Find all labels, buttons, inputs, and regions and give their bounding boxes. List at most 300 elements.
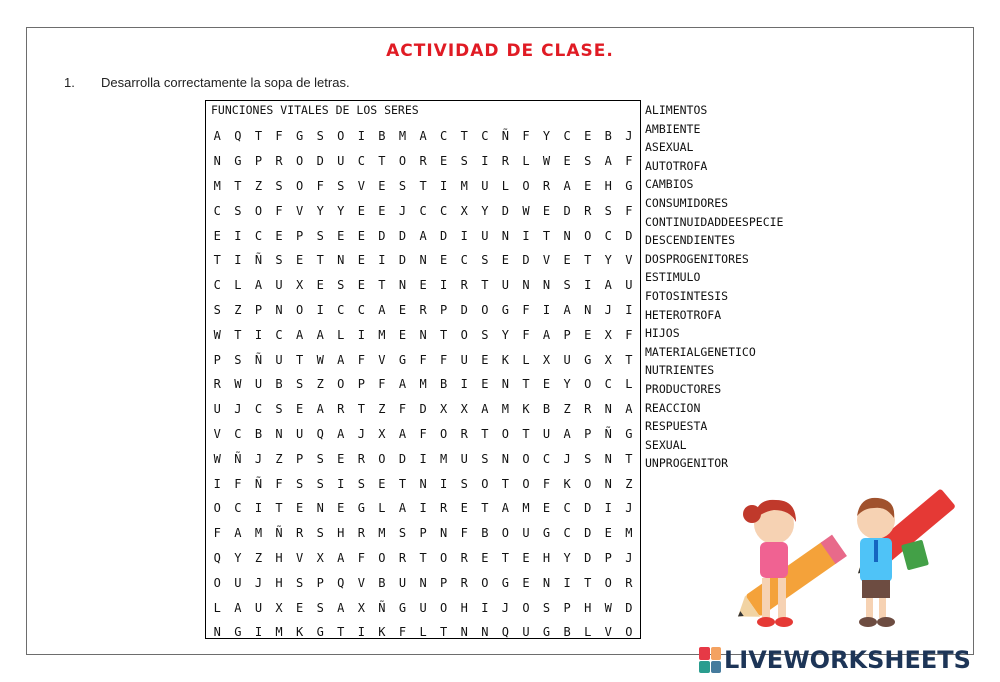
grid-cell[interactable]: P <box>295 228 304 243</box>
grid-cell[interactable]: X <box>460 203 468 218</box>
grid-cell[interactable]: Q <box>316 426 324 441</box>
grid-cell[interactable]: Z <box>254 178 263 193</box>
grid-cell[interactable]: C <box>604 377 612 392</box>
grid-cell[interactable]: Y <box>234 550 242 565</box>
grid-cell[interactable]: N <box>275 426 283 441</box>
grid-cell[interactable]: U <box>213 402 221 417</box>
grid-cell[interactable]: I <box>481 154 489 169</box>
grid-cell[interactable]: M <box>419 377 427 392</box>
grid-cell[interactable]: U <box>254 600 263 615</box>
grid-cell[interactable]: E <box>440 253 448 268</box>
grid-cell[interactable]: C <box>234 501 242 516</box>
grid-cell[interactable]: E <box>542 377 551 392</box>
grid-cell[interactable]: X <box>440 402 448 417</box>
grid-cell[interactable]: C <box>213 203 221 218</box>
grid-cell[interactable]: G <box>398 352 407 367</box>
grid-cell[interactable]: E <box>481 352 489 367</box>
grid-cell[interactable]: A <box>563 426 571 441</box>
grid-cell[interactable]: N <box>501 451 509 466</box>
grid-cell[interactable]: S <box>460 154 468 169</box>
grid-cell[interactable]: C <box>337 302 345 317</box>
grid-cell[interactable]: F <box>419 426 427 441</box>
grid-cell[interactable]: S <box>398 526 407 541</box>
grid-cell[interactable]: X <box>357 600 365 615</box>
grid-cell[interactable]: G <box>501 302 509 317</box>
grid-cell[interactable]: S <box>316 526 324 541</box>
grid-cell[interactable]: W <box>316 352 324 367</box>
grid-cell[interactable]: R <box>275 154 283 169</box>
grid-cell[interactable]: I <box>522 228 530 243</box>
grid-cell[interactable]: I <box>460 228 468 243</box>
grid-cell[interactable]: W <box>213 451 221 466</box>
grid-cell[interactable]: U <box>522 625 530 640</box>
grid-cell[interactable]: F <box>419 352 427 367</box>
grid-cell[interactable]: Ñ <box>604 426 612 441</box>
grid-cell[interactable]: O <box>501 426 509 441</box>
grid-cell[interactable]: A <box>563 178 571 193</box>
grid-cell[interactable]: N <box>419 476 427 491</box>
grid-cell[interactable]: R <box>337 402 345 417</box>
grid-cell[interactable]: X <box>275 600 283 615</box>
grid-cell[interactable]: F <box>398 625 407 640</box>
word-search-grid[interactable] <box>207 124 639 645</box>
grid-cell[interactable]: R <box>460 278 468 293</box>
grid-cell[interactable]: C <box>213 278 221 293</box>
grid-cell[interactable]: T <box>625 352 633 367</box>
grid-cell[interactable]: J <box>398 203 407 218</box>
grid-cell[interactable]: G <box>234 154 242 169</box>
grid-cell[interactable]: O <box>295 302 304 317</box>
grid-cell[interactable]: S <box>295 575 304 590</box>
grid-cell[interactable]: Z <box>563 402 571 417</box>
grid-cell[interactable]: R <box>440 501 448 516</box>
grid-cell[interactable]: E <box>378 476 386 491</box>
grid-cell[interactable]: B <box>542 402 551 417</box>
grid-cell[interactable]: R <box>584 203 592 218</box>
grid-cell[interactable]: O <box>378 451 386 466</box>
grid-cell[interactable]: J <box>563 451 571 466</box>
grid-cell[interactable]: U <box>460 451 468 466</box>
grid-cell[interactable]: H <box>604 178 612 193</box>
grid-cell[interactable]: S <box>234 352 242 367</box>
grid-cell[interactable]: T <box>378 154 386 169</box>
grid-cell[interactable]: S <box>584 154 592 169</box>
grid-cell[interactable]: P <box>419 526 427 541</box>
grid-cell[interactable]: X <box>604 352 612 367</box>
grid-cell[interactable]: P <box>440 302 448 317</box>
grid-cell[interactable]: A <box>337 426 345 441</box>
grid-cell[interactable]: A <box>316 327 324 342</box>
grid-cell[interactable]: T <box>419 178 427 193</box>
grid-cell[interactable]: F <box>378 377 386 392</box>
grid-cell[interactable]: U <box>275 278 283 293</box>
grid-cell[interactable]: N <box>501 377 509 392</box>
grid-cell[interactable]: T <box>481 426 489 441</box>
grid-cell[interactable]: Y <box>542 129 551 144</box>
grid-cell[interactable]: V <box>295 203 304 218</box>
grid-cell[interactable]: T <box>398 476 407 491</box>
grid-cell[interactable]: R <box>460 575 468 590</box>
grid-cell[interactable]: R <box>584 402 592 417</box>
grid-cell[interactable]: B <box>604 129 612 144</box>
grid-cell[interactable]: C <box>254 228 263 243</box>
grid-cell[interactable]: U <box>295 426 304 441</box>
grid-cell[interactable]: T <box>316 253 324 268</box>
grid-cell[interactable]: C <box>542 451 551 466</box>
grid-cell[interactable]: U <box>275 352 283 367</box>
grid-cell[interactable]: D <box>501 203 509 218</box>
grid-cell[interactable]: T <box>542 228 551 243</box>
grid-cell[interactable]: T <box>337 625 345 640</box>
grid-cell[interactable]: T <box>213 253 221 268</box>
grid-cell[interactable]: Q <box>501 625 509 640</box>
grid-cell[interactable]: G <box>234 625 242 640</box>
grid-cell[interactable]: J <box>234 402 242 417</box>
grid-cell[interactable]: A <box>398 377 407 392</box>
grid-cell[interactable]: B <box>275 377 283 392</box>
grid-cell[interactable]: G <box>316 625 324 640</box>
grid-cell[interactable]: S <box>542 600 551 615</box>
grid-cell[interactable]: F <box>542 476 551 491</box>
grid-cell[interactable]: S <box>275 178 283 193</box>
grid-cell[interactable]: W <box>213 327 221 342</box>
grid-cell[interactable]: T <box>584 253 592 268</box>
grid-cell[interactable]: M <box>398 129 407 144</box>
grid-cell[interactable]: M <box>378 526 386 541</box>
grid-cell[interactable]: X <box>316 550 324 565</box>
grid-cell[interactable]: U <box>542 426 551 441</box>
grid-cell[interactable]: I <box>234 228 242 243</box>
grid-cell[interactable]: N <box>501 228 509 243</box>
grid-cell[interactable]: E <box>522 575 530 590</box>
grid-cell[interactable]: F <box>625 327 633 342</box>
grid-cell[interactable]: J <box>625 501 633 516</box>
grid-cell[interactable]: Y <box>316 203 324 218</box>
grid-cell[interactable]: V <box>213 426 221 441</box>
grid-cell[interactable]: S <box>481 253 489 268</box>
grid-cell[interactable]: U <box>481 178 489 193</box>
grid-cell[interactable]: D <box>398 228 407 243</box>
grid-cell[interactable]: I <box>254 327 263 342</box>
grid-cell[interactable]: N <box>316 501 324 516</box>
grid-cell[interactable]: S <box>316 129 324 144</box>
grid-cell[interactable]: P <box>440 575 448 590</box>
grid-cell[interactable]: R <box>501 154 509 169</box>
grid-cell[interactable]: Z <box>234 302 242 317</box>
grid-cell[interactable]: Q <box>213 550 221 565</box>
grid-cell[interactable]: J <box>254 575 263 590</box>
grid-cell[interactable]: O <box>625 625 633 640</box>
grid-cell[interactable]: P <box>254 154 263 169</box>
grid-cell[interactable]: I <box>542 302 551 317</box>
grid-cell[interactable]: N <box>419 575 427 590</box>
grid-cell[interactable]: G <box>295 129 304 144</box>
grid-cell[interactable]: G <box>625 426 633 441</box>
grid-cell[interactable]: A <box>316 402 324 417</box>
grid-cell[interactable]: Z <box>316 377 324 392</box>
grid-cell[interactable]: J <box>254 451 263 466</box>
grid-cell[interactable]: N <box>604 402 612 417</box>
grid-cell[interactable]: I <box>378 253 386 268</box>
grid-cell[interactable]: S <box>295 377 304 392</box>
grid-cell[interactable]: E <box>316 278 324 293</box>
grid-cell[interactable]: M <box>501 402 509 417</box>
grid-cell[interactable]: L <box>213 600 221 615</box>
grid-cell[interactable]: S <box>563 278 571 293</box>
grid-cell[interactable]: S <box>213 302 221 317</box>
grid-cell[interactable]: P <box>563 600 571 615</box>
grid-cell[interactable]: E <box>337 451 345 466</box>
grid-cell[interactable]: O <box>481 302 489 317</box>
grid-cell[interactable]: W <box>604 600 612 615</box>
grid-cell[interactable]: M <box>275 625 283 640</box>
grid-cell[interactable]: N <box>563 228 571 243</box>
grid-cell[interactable]: X <box>542 352 551 367</box>
grid-cell[interactable]: F <box>275 203 283 218</box>
grid-cell[interactable]: I <box>357 625 365 640</box>
grid-cell[interactable]: V <box>357 575 365 590</box>
grid-cell[interactable]: R <box>625 575 633 590</box>
grid-cell[interactable]: D <box>460 302 468 317</box>
grid-cell[interactable]: I <box>357 129 365 144</box>
grid-cell[interactable]: A <box>337 600 345 615</box>
grid-cell[interactable]: L <box>419 625 427 640</box>
grid-cell[interactable]: Z <box>625 476 633 491</box>
grid-cell[interactable]: Q <box>337 575 345 590</box>
grid-cell[interactable]: U <box>398 575 407 590</box>
grid-cell[interactable]: X <box>295 278 304 293</box>
grid-cell[interactable]: P <box>316 575 324 590</box>
grid-cell[interactable]: D <box>584 550 592 565</box>
grid-cell[interactable]: T <box>481 278 489 293</box>
grid-cell[interactable]: K <box>501 352 509 367</box>
grid-cell[interactable]: G <box>501 575 509 590</box>
grid-cell[interactable]: M <box>254 526 263 541</box>
grid-cell[interactable]: E <box>295 600 304 615</box>
grid-cell[interactable]: A <box>234 600 242 615</box>
grid-cell[interactable]: I <box>584 278 592 293</box>
grid-cell[interactable]: C <box>254 402 263 417</box>
grid-cell[interactable]: E <box>337 228 345 243</box>
grid-cell[interactable]: Y <box>563 377 571 392</box>
grid-cell[interactable]: H <box>542 550 551 565</box>
grid-cell[interactable]: S <box>604 203 612 218</box>
grid-cell[interactable]: I <box>337 476 345 491</box>
grid-cell[interactable]: Ñ <box>254 253 263 268</box>
grid-cell[interactable]: S <box>316 476 324 491</box>
grid-cell[interactable]: A <box>419 129 427 144</box>
grid-cell[interactable]: D <box>419 402 427 417</box>
grid-cell[interactable]: A <box>481 402 489 417</box>
grid-cell[interactable]: R <box>295 526 304 541</box>
grid-cell[interactable]: B <box>481 526 489 541</box>
grid-cell[interactable]: Ñ <box>234 451 242 466</box>
grid-cell[interactable]: A <box>337 352 345 367</box>
grid-cell[interactable]: L <box>625 377 633 392</box>
grid-cell[interactable]: N <box>460 625 468 640</box>
grid-cell[interactable]: D <box>563 203 571 218</box>
grid-cell[interactable]: J <box>357 426 365 441</box>
grid-cell[interactable]: Z <box>254 550 263 565</box>
grid-cell[interactable]: S <box>275 253 283 268</box>
grid-cell[interactable]: N <box>604 451 612 466</box>
grid-cell[interactable]: B <box>378 129 386 144</box>
grid-cell[interactable]: E <box>357 278 365 293</box>
grid-cell[interactable]: D <box>316 154 324 169</box>
grid-cell[interactable]: B <box>440 377 448 392</box>
grid-cell[interactable]: C <box>604 228 612 243</box>
grid-cell[interactable]: E <box>563 253 571 268</box>
grid-cell[interactable]: S <box>337 278 345 293</box>
grid-cell[interactable]: O <box>604 575 612 590</box>
grid-cell[interactable]: A <box>604 154 612 169</box>
grid-cell[interactable]: U <box>481 228 489 243</box>
grid-cell[interactable]: U <box>522 526 530 541</box>
grid-cell[interactable]: O <box>522 600 530 615</box>
grid-cell[interactable]: C <box>563 526 571 541</box>
grid-cell[interactable]: C <box>357 302 365 317</box>
grid-cell[interactable]: A <box>398 501 407 516</box>
grid-cell[interactable]: A <box>625 402 633 417</box>
grid-cell[interactable]: N <box>213 154 221 169</box>
grid-cell[interactable]: N <box>419 327 427 342</box>
grid-cell[interactable]: H <box>275 550 283 565</box>
grid-cell[interactable]: E <box>584 129 592 144</box>
grid-cell[interactable]: C <box>563 129 571 144</box>
grid-cell[interactable]: T <box>234 178 242 193</box>
grid-cell[interactable]: U <box>234 575 242 590</box>
grid-cell[interactable]: E <box>378 203 386 218</box>
grid-cell[interactable]: E <box>584 327 592 342</box>
grid-cell[interactable]: E <box>295 501 304 516</box>
grid-cell[interactable]: N <box>522 278 530 293</box>
grid-cell[interactable]: X <box>460 402 468 417</box>
grid-cell[interactable]: L <box>501 178 509 193</box>
grid-cell[interactable]: D <box>584 501 592 516</box>
grid-cell[interactable]: E <box>295 402 304 417</box>
grid-cell[interactable]: O <box>460 327 468 342</box>
grid-cell[interactable]: O <box>378 550 386 565</box>
grid-cell[interactable]: W <box>234 377 242 392</box>
grid-cell[interactable]: W <box>522 203 530 218</box>
grid-cell[interactable]: V <box>625 253 633 268</box>
grid-cell[interactable]: F <box>275 476 283 491</box>
grid-cell[interactable]: I <box>440 178 448 193</box>
grid-cell[interactable]: E <box>398 327 407 342</box>
grid-cell[interactable]: C <box>234 426 242 441</box>
grid-cell[interactable]: A <box>254 278 263 293</box>
grid-cell[interactable]: N <box>213 625 221 640</box>
grid-cell[interactable]: O <box>213 575 221 590</box>
grid-cell[interactable]: I <box>563 575 571 590</box>
grid-cell[interactable]: I <box>440 278 448 293</box>
grid-cell[interactable]: O <box>295 178 304 193</box>
grid-cell[interactable]: N <box>604 476 612 491</box>
grid-cell[interactable]: F <box>234 476 242 491</box>
grid-cell[interactable]: V <box>604 625 612 640</box>
grid-cell[interactable]: R <box>357 526 365 541</box>
grid-cell[interactable]: Y <box>337 203 345 218</box>
grid-cell[interactable]: R <box>460 426 468 441</box>
grid-cell[interactable]: P <box>604 550 612 565</box>
grid-cell[interactable]: U <box>419 600 427 615</box>
grid-cell[interactable]: S <box>481 451 489 466</box>
grid-cell[interactable]: T <box>419 550 427 565</box>
grid-cell[interactable]: I <box>419 451 427 466</box>
grid-cell[interactable]: Ñ <box>501 129 509 144</box>
grid-cell[interactable]: I <box>440 476 448 491</box>
grid-cell[interactable]: N <box>398 278 407 293</box>
grid-cell[interactable]: Ñ <box>275 526 283 541</box>
grid-cell[interactable]: F <box>625 154 633 169</box>
grid-cell[interactable]: A <box>398 426 407 441</box>
grid-cell[interactable]: P <box>357 377 365 392</box>
grid-cell[interactable]: C <box>481 129 489 144</box>
grid-cell[interactable]: A <box>419 228 427 243</box>
grid-cell[interactable]: T <box>234 327 242 342</box>
grid-cell[interactable]: A <box>501 501 509 516</box>
grid-cell[interactable]: S <box>316 600 324 615</box>
grid-cell[interactable]: C <box>440 129 448 144</box>
grid-cell[interactable]: C <box>357 154 365 169</box>
grid-cell[interactable]: E <box>542 203 551 218</box>
grid-cell[interactable]: X <box>604 327 612 342</box>
grid-cell[interactable]: E <box>460 501 468 516</box>
grid-cell[interactable]: E <box>501 253 509 268</box>
grid-cell[interactable]: I <box>481 600 489 615</box>
grid-cell[interactable]: F <box>316 178 324 193</box>
grid-cell[interactable]: R <box>419 154 427 169</box>
grid-cell[interactable]: Ñ <box>254 352 263 367</box>
grid-cell[interactable]: E <box>584 178 592 193</box>
grid-cell[interactable]: O <box>584 476 592 491</box>
grid-cell[interactable]: R <box>542 178 551 193</box>
grid-cell[interactable]: M <box>213 178 221 193</box>
grid-cell[interactable]: O <box>481 476 489 491</box>
grid-cell[interactable]: S <box>275 402 283 417</box>
grid-cell[interactable]: U <box>254 377 263 392</box>
grid-cell[interactable]: T <box>440 625 448 640</box>
grid-cell[interactable]: K <box>378 625 386 640</box>
grid-cell[interactable]: C <box>563 501 571 516</box>
grid-cell[interactable]: F <box>398 402 407 417</box>
grid-cell[interactable]: D <box>625 600 633 615</box>
grid-cell[interactable]: S <box>357 476 365 491</box>
grid-cell[interactable]: E <box>378 178 386 193</box>
grid-cell[interactable]: N <box>275 302 283 317</box>
grid-cell[interactable]: F <box>357 550 365 565</box>
grid-cell[interactable]: O <box>440 550 448 565</box>
grid-cell[interactable]: J <box>625 129 633 144</box>
grid-cell[interactable]: F <box>460 526 468 541</box>
grid-cell[interactable]: E <box>357 228 365 243</box>
grid-cell[interactable]: D <box>625 228 633 243</box>
grid-cell[interactable]: Z <box>378 402 386 417</box>
grid-cell[interactable]: I <box>625 302 633 317</box>
grid-cell[interactable]: G <box>542 625 551 640</box>
grid-cell[interactable]: V <box>378 352 386 367</box>
grid-cell[interactable]: D <box>398 253 407 268</box>
grid-cell[interactable]: K <box>522 402 530 417</box>
grid-cell[interactable]: C <box>275 327 283 342</box>
grid-cell[interactable]: O <box>440 600 448 615</box>
grid-cell[interactable]: L <box>522 154 530 169</box>
grid-cell[interactable]: R <box>460 550 468 565</box>
grid-cell[interactable]: O <box>337 129 345 144</box>
grid-cell[interactable]: G <box>625 178 633 193</box>
grid-cell[interactable]: Z <box>275 451 283 466</box>
grid-cell[interactable]: P <box>295 451 304 466</box>
